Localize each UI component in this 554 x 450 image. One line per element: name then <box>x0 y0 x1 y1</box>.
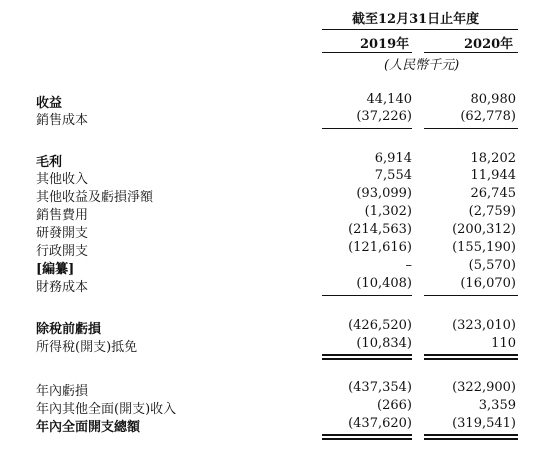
row-label-income-tax: 所得稅(開支)抵免 <box>36 340 138 355</box>
cost-of-sales-2019: (37,226) <box>356 109 412 124</box>
redacted-2020: (5,570) <box>468 258 516 273</box>
rd-expenses-2019: (214,563) <box>348 222 412 237</box>
other-gains-losses-2019: (93,099) <box>356 186 412 201</box>
double-rule-top-2019 <box>322 354 412 356</box>
subtotal-rule-2020 <box>424 128 518 129</box>
loss-for-year-2020: (322,900) <box>452 380 516 395</box>
selling-expenses-2019: (1,302) <box>364 204 412 219</box>
finance-costs-2019: (10,408) <box>356 276 412 291</box>
subtotal-rule-2019 <box>322 128 412 129</box>
row-label-cost-of-sales: 銷售成本 <box>36 113 89 128</box>
double-rule-bottom-2019 <box>322 358 412 360</box>
loss-for-year-2019: (437,354) <box>348 380 412 395</box>
gross-profit-2020: 18,202 <box>470 151 516 166</box>
revenue-2019: 44,140 <box>366 92 412 107</box>
other-income-2019: 7,554 <box>374 168 412 183</box>
other-comprehensive-2020: 3,359 <box>478 398 516 413</box>
column-header-2020: 2020年 <box>464 37 514 52</box>
revenue-2020: 80,980 <box>470 92 516 107</box>
row-label-selling-expenses: 銷售費用 <box>36 208 89 223</box>
row-label-loss-for-year: 年內虧損 <box>36 384 89 399</box>
row-label-admin-expenses: 行政開支 <box>36 244 89 259</box>
period-header: 截至12月31日止年度 <box>352 12 480 27</box>
subtotal-rule-2020 <box>424 295 518 296</box>
row-label-rd-expenses: 研發開支 <box>36 226 89 241</box>
admin-expenses-2019: (121,616) <box>348 240 412 255</box>
total-comprehensive-2020: (319,541) <box>452 416 516 431</box>
income-tax-2020: 110 <box>491 336 516 351</box>
row-label-revenue: 收益 <box>36 96 63 111</box>
row-label-other-comprehensive: 年內其他全面(開支)收入 <box>36 402 177 417</box>
subtotal-rule-2019 <box>322 295 412 296</box>
rd-expenses-2020: (200,312) <box>452 222 516 237</box>
period-header-rule <box>322 29 518 30</box>
cost-of-sales-2020: (62,778) <box>460 109 516 124</box>
final-double-rule-top-2020 <box>424 434 518 436</box>
other-income-2020: 11,944 <box>470 168 516 183</box>
row-label-loss-before-tax: 除稅前虧損 <box>36 322 102 337</box>
row-label-gross-profit: 毛利 <box>36 155 63 170</box>
selling-expenses-2020: (2,759) <box>468 204 516 219</box>
column-header-2019: 2019年 <box>360 37 410 52</box>
gross-profit-2019: 6,914 <box>374 151 412 166</box>
admin-expenses-2020: (155,190) <box>452 240 516 255</box>
other-comprehensive-2019: (266) <box>377 398 412 413</box>
row-label-total-comprehensive: 年內全面開支總額 <box>36 420 141 435</box>
double-rule-bottom-2020 <box>424 358 518 360</box>
final-double-rule-top-2019 <box>322 434 412 436</box>
finance-costs-2020: (16,070) <box>460 276 516 291</box>
double-rule-top-2020 <box>424 354 518 356</box>
redacted-2019: – <box>405 258 412 273</box>
column-rule-2020 <box>424 52 518 53</box>
final-double-rule-bottom-2020 <box>424 438 518 440</box>
row-label-finance-costs: 財務成本 <box>36 280 89 295</box>
row-label-other-income: 其他收入 <box>36 172 89 187</box>
loss-before-tax-2019: (426,520) <box>348 318 412 333</box>
total-comprehensive-2019: (437,620) <box>348 416 412 431</box>
final-double-rule-bottom-2019 <box>322 438 412 440</box>
row-label-other-gains-losses: 其他收益及虧損淨額 <box>36 190 154 205</box>
unit-label: (人民幣千元) <box>384 58 460 73</box>
income-tax-2019: (10,834) <box>356 336 412 351</box>
other-gains-losses-2020: 26,745 <box>470 186 516 201</box>
column-rule-2019 <box>322 52 412 53</box>
loss-before-tax-2020: (323,010) <box>452 318 516 333</box>
row-label-redacted: [編纂] <box>36 262 75 277</box>
